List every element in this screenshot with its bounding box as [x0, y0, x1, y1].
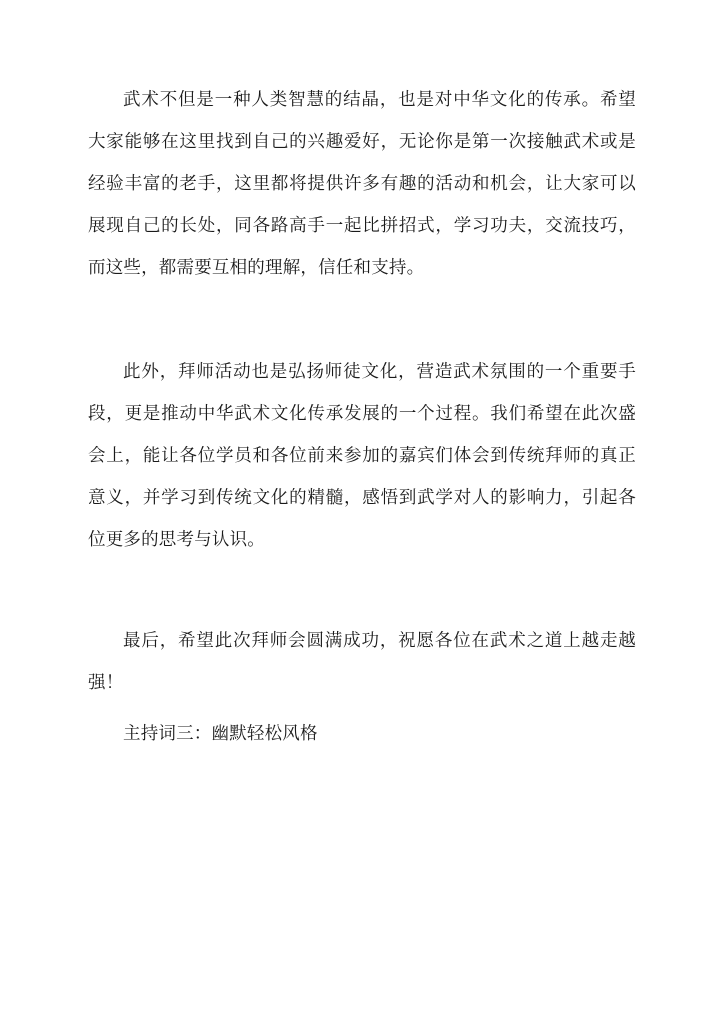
paragraph-apprenticeship-ceremony: 此外，拜师活动也是弘扬师徒文化，营造武术氛围的一个重要手段，更是推动中华武术文化传承发展的一个过程。我们希望在此次盛会上，能让各位学员和各位前来参加的嘉宾们体会到传统拜师的真正意义，并学习到传统文化的精髓，感悟到武学对人的影响力，引起各位更多的思考与认识。	[88, 362, 636, 550]
paragraph-closing-wishes: 最后，希望此次拜师会圆满成功，祝愿各位在武术之道上越走越强！	[88, 631, 636, 693]
paragraph-martial-arts-heritage: 武术不但是一种人类智慧的结晶，也是对中华文化的传承。希望大家能够在这里找到自己的兴趣爱好，无论你是第一次接触武术或是经验丰富的老手，这里都将提供许多有趣的活动和机会，让大家可以展现自己的长处，同各路高手一起比拼招式，学习功夫，交流技巧，而这些，都需要互相的理解，信任和支持。	[88, 90, 636, 278]
section-heading: 主持词三：幽默轻松风格	[123, 724, 318, 744]
